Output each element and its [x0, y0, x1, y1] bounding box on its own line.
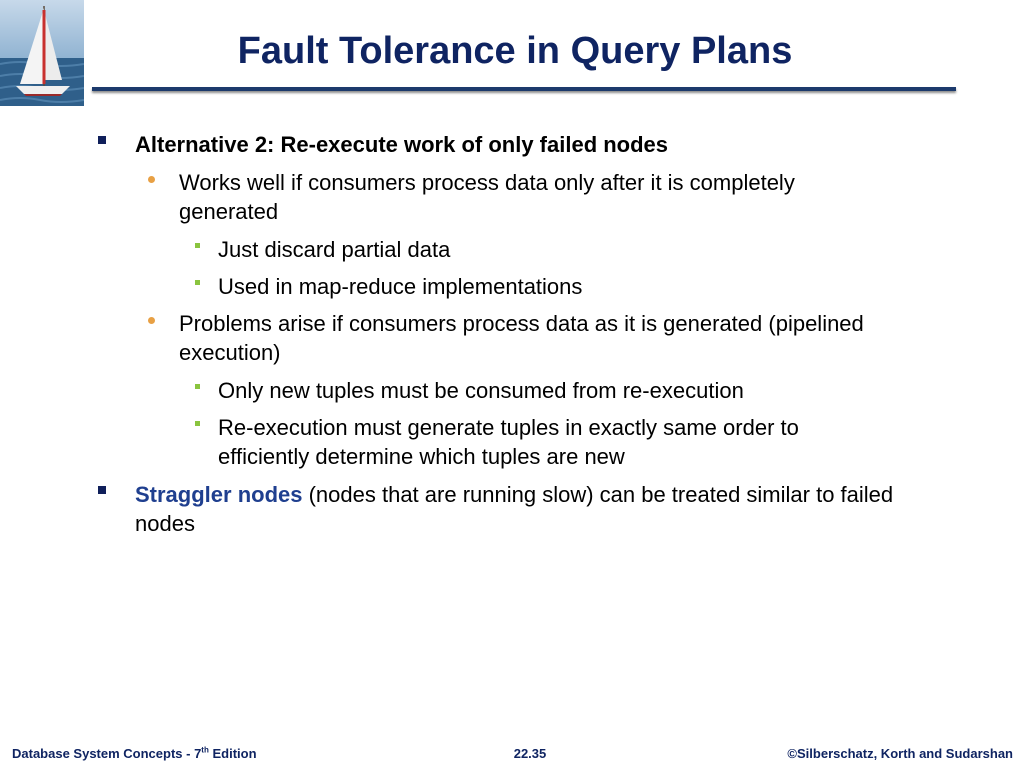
- square-bullet-icon: [98, 136, 106, 144]
- square-bullet-icon: [195, 421, 200, 426]
- bullet-problems-arise: Problems arise if consumers process data as it is generated (pipelined execution): [179, 311, 864, 365]
- slide-title: Fault Tolerance in Query Plans: [237, 30, 793, 72]
- dot-bullet-icon: [148, 317, 155, 324]
- dot-bullet-icon: [148, 176, 155, 183]
- sailboat-logo: [0, 0, 84, 106]
- square-bullet-icon: [98, 486, 106, 494]
- title-divider: [92, 87, 956, 91]
- bullet-same-order: Re-execution must generate tuples in exactly same order to efficiently determine which tuples are new: [218, 415, 799, 469]
- square-bullet-icon: [195, 280, 200, 285]
- footer-copyright: ©Silberschatz, Korth and Sudarshan: [787, 746, 1013, 761]
- bullet-works-well: Works well if consumers process data only after it is completely generated: [179, 170, 795, 224]
- footer-book-title: Database System Concepts - 7th Edition: [12, 745, 257, 761]
- footer-page-number: 22.35: [513, 746, 547, 761]
- straggler-term: Straggler nodes: [135, 482, 303, 507]
- bullet-straggler-nodes: [135, 480, 915, 538]
- bullet-new-tuples: Only new tuples must be consumed from re-execution: [218, 378, 744, 403]
- bullet-discard-partial: Just discard partial data: [218, 237, 451, 262]
- straggler-description: (nodes that are running slow) can be treated similar to failed nodes: [135, 482, 894, 536]
- bullet-map-reduce: Used in map-reduce implementations: [218, 274, 583, 299]
- square-bullet-icon: [195, 243, 200, 248]
- bullet-alternative-2: Alternative 2: Re-execute work of only failed nodes: [135, 132, 669, 157]
- square-bullet-icon: [195, 384, 200, 389]
